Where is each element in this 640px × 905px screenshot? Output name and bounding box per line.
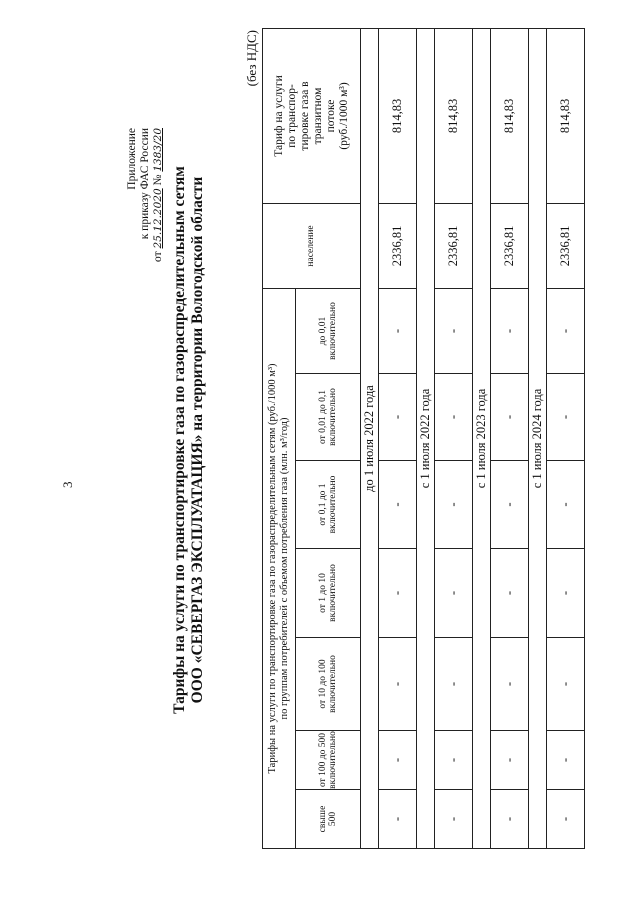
col-header-100-500: от 100 до 500 включительно	[296, 731, 361, 790]
col-header-population: население	[263, 203, 361, 288]
population-value: 2336,81	[435, 203, 473, 288]
transit-value: 814,83	[547, 28, 585, 203]
table-row: - - - - - - - 2336,81 814,83	[491, 28, 529, 848]
handwritten-date: 25.12.2020	[152, 188, 164, 249]
population-value: 2336,81	[379, 203, 417, 288]
col-header-over-500: свыше 500	[296, 790, 361, 849]
table-row: - - - - - - - 2336,81 814,83	[435, 28, 473, 848]
col-header-01-1: от 0,1 до 1 включительно	[296, 461, 361, 549]
table-row: - - - - - - - 2336,81 814,83	[547, 28, 585, 848]
tariff-table	[262, 28, 585, 849]
transit-header: Тариф на услуги по транспор- тировке газа в транзитном потоке (руб./1000 м³)	[263, 28, 361, 203]
period-row-label: с 1 июля 2023 года	[473, 28, 491, 848]
col-header-10-100: от 10 до 100 включительно	[296, 638, 361, 731]
col-header-001-01: от 0,01 до 0,1 включительно	[296, 374, 361, 461]
period-row-label: до 1 июля 2022 года	[361, 28, 379, 848]
handwritten-number: 1383/20	[152, 128, 164, 172]
document-title	[171, 60, 207, 820]
period-row-label: с 1 июля 2022 года	[417, 28, 435, 848]
title-line-2: ООО «СЕВЕРГАЗ ЭКСПЛУАТАЦИЯ» на территории Вологодской области	[189, 176, 206, 704]
population-value: 2336,81	[547, 203, 585, 288]
appendix-title: Приложение	[126, 128, 138, 190]
page-number: 3	[60, 481, 75, 488]
transit-value: 814,83	[491, 28, 529, 203]
transit-value: 814,83	[379, 28, 417, 203]
transit-value: 814,83	[435, 28, 473, 203]
vat-note: (без НДС)	[244, 30, 259, 87]
title-line-1: Тарифы на услуги по транспортировке газа по газораспределительным сетям	[171, 166, 188, 714]
group-header: Тарифы на услуги по транспортировке газа по газораспределительным сетям (руб./1000 м³) по группам потребителей с объемом потребления газа (млн. м³/год)	[263, 288, 296, 848]
col-header-under-001: до 0,01 включительно	[296, 288, 361, 373]
population-value: 2336,81	[491, 203, 529, 288]
col-header-1-10: от 1 до 10 включительно	[296, 549, 361, 638]
table-row: - - - - - - - 2336,81 814,83	[379, 28, 417, 848]
appendix-order: к приказу ФАС России	[139, 128, 151, 240]
appendix-date-number: от 25.12.2020 № 1383/20	[152, 128, 164, 262]
period-row-label: с 1 июля 2024 года	[529, 28, 547, 848]
appendix-block	[126, 128, 165, 262]
